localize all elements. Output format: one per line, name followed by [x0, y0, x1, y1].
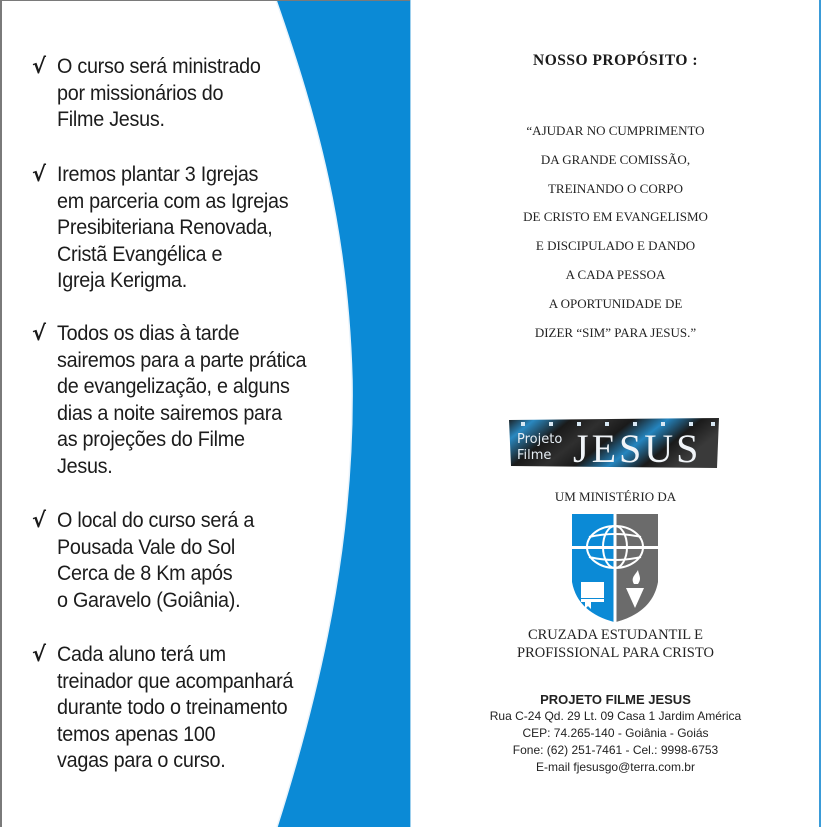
- check-icon: √: [32, 162, 47, 186]
- check-icon: √: [32, 321, 47, 345]
- bullet-line: Cada aluno terá um: [57, 642, 226, 666]
- check-icon: √: [32, 642, 47, 666]
- logo-text-jesus: JESUS: [573, 426, 702, 470]
- org-line: PROFISSIONAL PARA CRISTO: [517, 645, 714, 661]
- bullet-line: de evangelização, e alguns: [57, 374, 290, 398]
- bullet-list: [0, 0, 410, 827]
- purpose-statement: [410, 117, 821, 347]
- org-line: CRUZADA ESTUDANTIL E: [527, 627, 704, 643]
- purpose-line: “AJUDAR NO CUMPRIMENTO: [526, 123, 705, 138]
- ministry-label: UM MINISTÉRIO DA: [554, 489, 677, 504]
- bullet-line: Jesus.: [57, 453, 113, 478]
- logo-text-filme: Filme: [517, 448, 552, 463]
- bullet-line: Todos os dias à tarde: [57, 321, 240, 345]
- bullet-line: Cerca de 8 Km após: [57, 561, 233, 585]
- bullet-line: Presibiteriana Renovada,: [57, 215, 273, 239]
- contact-phone: Fone: (62) 251-7461 - Cel.: 9998-6753: [512, 743, 719, 757]
- bullet-line: em parceria com as Igrejas: [57, 188, 289, 213]
- bullet-line: o Garavelo (Goiânia).: [57, 587, 241, 612]
- bullet-line: sairemos para a parte prática: [57, 347, 307, 372]
- bullet-line: O local do curso será a: [57, 508, 255, 532]
- purpose-line: DE CRISTO EM EVANGELISMO: [523, 209, 708, 225]
- bullet-line: vagas para o curso.: [57, 748, 226, 772]
- contact-block: [410, 691, 821, 776]
- bullet-line: O curso será ministrado: [57, 54, 261, 78]
- purpose-line: A OPORTUNIDADE DE: [548, 295, 683, 311]
- bullet-line: Pousada Vale do Sol: [57, 534, 236, 559]
- bullet-line: treinador que acompanhará: [57, 668, 294, 693]
- bullet-line: durante todo o treinamento: [57, 695, 288, 719]
- check-icon: √: [32, 508, 47, 532]
- bullet-line: dias a noite sairemos para: [57, 400, 282, 425]
- bullet-line: as projeções do Filme: [57, 427, 245, 451]
- check-icon: √: [32, 54, 47, 78]
- contact-address: Rua C-24 Qd. 29 Lt. 09 Casa 1 Jardim América: [489, 709, 742, 723]
- left-panel: [0, 0, 410, 827]
- purpose-line: DA GRANDE COMISSÃO,: [540, 151, 691, 167]
- purpose-title: NOSSO PROPÓSITO :: [533, 52, 698, 69]
- purpose-line: DIZER “SIM” PARA JESUS.”: [534, 324, 697, 340]
- logo-text-projeto: Projeto: [517, 432, 563, 447]
- contact-title: PROJETO FILME JESUS: [540, 692, 691, 707]
- purpose-line: A CADA PESSOA: [565, 266, 666, 282]
- bullet-line: Iremos plantar 3 Igrejas: [57, 162, 259, 186]
- contact-cep: CEP: 74.265-140 - Goiânia - Goiás: [522, 726, 709, 740]
- bullet-line: temos apenas 100: [57, 721, 216, 746]
- bullet-line: por missionários do: [57, 80, 224, 105]
- bullet-line: Filme Jesus.: [57, 107, 165, 131]
- bullet-line: Igreja Kerigma.: [57, 268, 187, 292]
- contact-email[interactable]: E-mail fjesusgo@terra.com.br: [536, 760, 695, 774]
- purpose-line: E DISCIPULADO E DANDO: [535, 238, 696, 254]
- projeto-filme-jesus-logo: [507, 416, 721, 470]
- bullet-line: Cristã Evangélica e: [57, 241, 223, 266]
- organization-name: [410, 626, 821, 662]
- cru-shield-logo: [570, 512, 660, 624]
- purpose-line: TREINANDO O CORPO: [547, 180, 684, 196]
